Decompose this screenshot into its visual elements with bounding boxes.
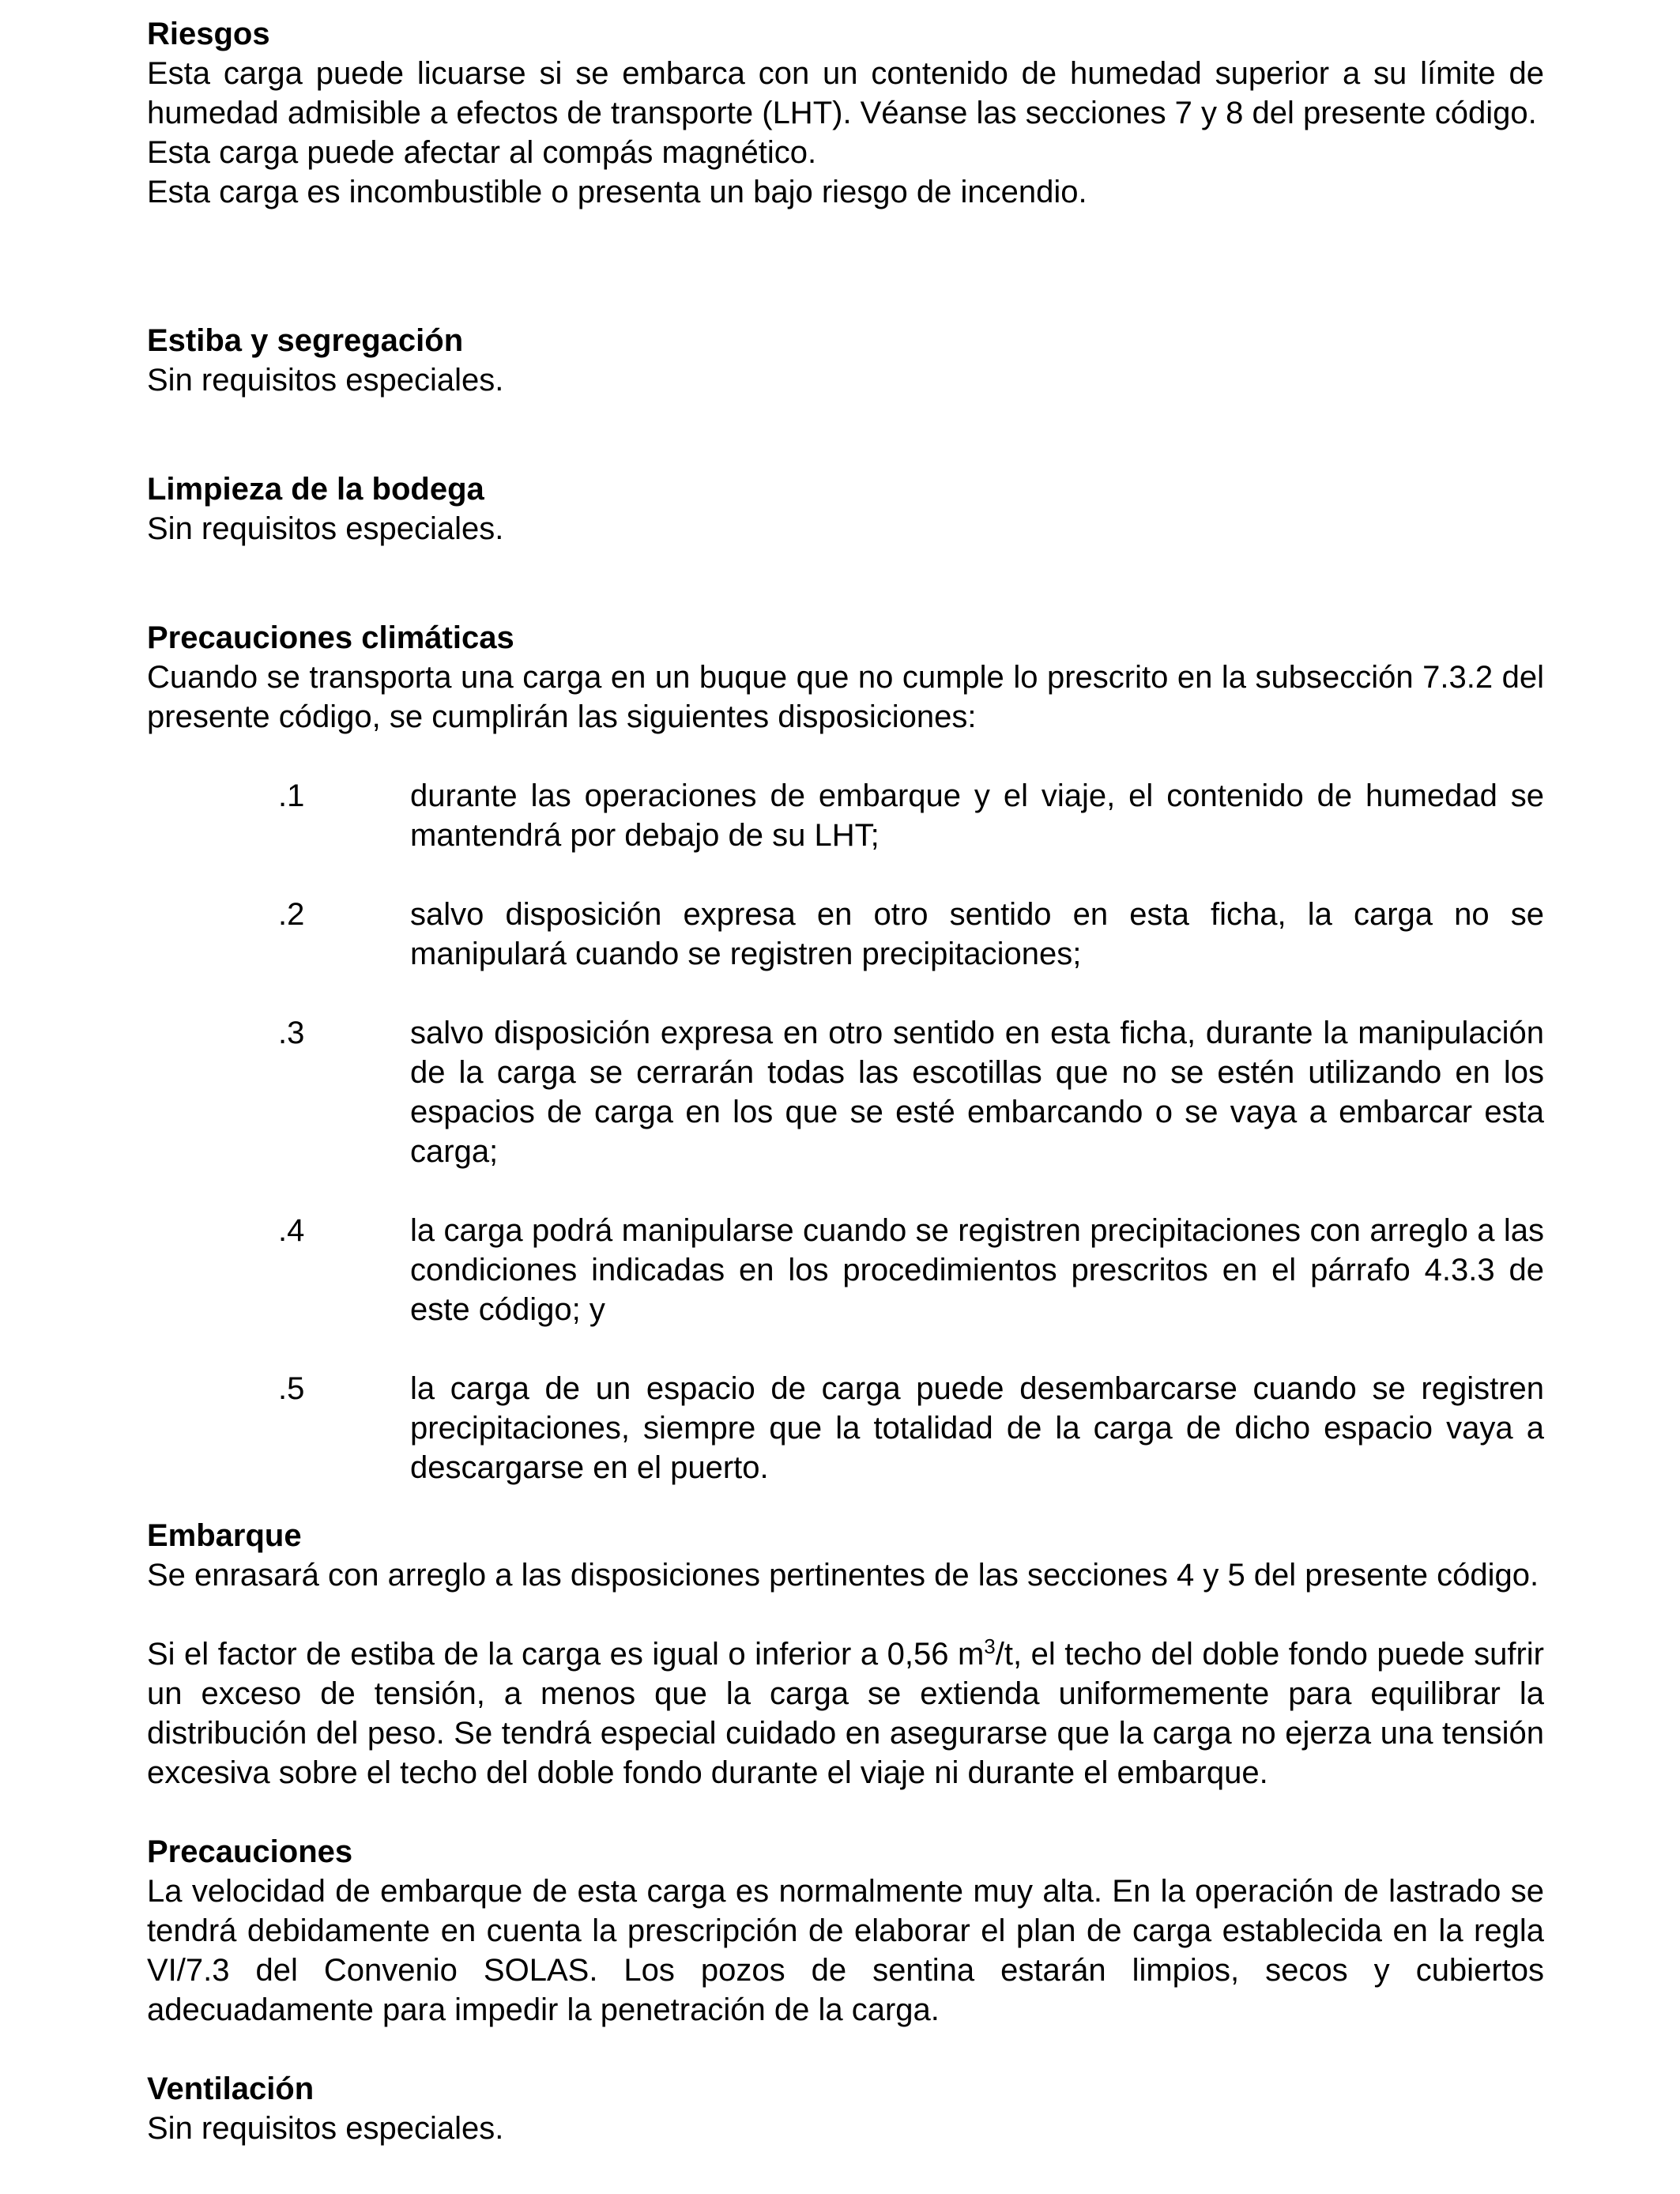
estiba-text: Sin requisitos especiales. — [147, 363, 504, 398]
section-heading: Ventilación — [147, 2071, 315, 2106]
list-item-number: .5 — [278, 1371, 305, 1406]
riesgos-paragraph-2: Esta carga puede afectar al compás magnético. — [147, 135, 817, 170]
precauciones-climaticas-intro: Cuando se transporta una carga en un buque que no cumple lo prescrito en la subsección 7.3.2 del presente código, se cumplirán las siguientes disposiciones: — [147, 660, 1544, 734]
embarque-paragraph-1: Se enrasará con arreglo a las disposiciones pertinentes de las secciones 4 y 5 del presente código. — [147, 1558, 1539, 1593]
disposiciones-list — [147, 776, 1544, 1487]
list-item — [147, 1211, 1544, 1329]
section-estiba — [147, 321, 1544, 400]
document-page — [147, 14, 1544, 2148]
list-item — [147, 1013, 1544, 1171]
list-item-number: .2 — [278, 897, 305, 932]
limpieza-text: Sin requisitos especiales. — [147, 511, 504, 546]
embarque-paragraph-2-start: Si el factor de estiba de la carga es igual o inferior a 0,56 m — [147, 1637, 985, 1672]
list-item-number: .3 — [278, 1016, 305, 1050]
list-item-text: durante las operaciones de embarque y el viaje, el contenido de humedad se mantendrá por debajo de su LHT; — [410, 778, 1544, 853]
section-limpieza — [147, 469, 1544, 548]
section-embarque — [147, 1516, 1544, 1793]
precauciones-text: La velocidad de embarque de esta carga es normalmente muy alta. En la operación de lastrado se tendrá debidamente en cuenta la prescripción de elaborar el plan de carga establecida en la regla VI/7.3 del Convenio SOLAS. Los pozos de sentina estarán limpios, secos y cubiertos adecuadamente para impedir la penetración de la carga. — [147, 1874, 1544, 2027]
list-item-text: salvo disposición expresa en otro sentido en esta ficha, durante la manipulación de la carga se cerrarán todas las escotillas que no se estén utilizando en los espacios de carga en los que se esté embarcando o se vaya a embarcar esta carga; — [410, 1016, 1544, 1169]
list-item-text: salvo disposición expresa en otro sentido en esta ficha, la carga no se manipulará cuando se registren precipitaciones; — [410, 897, 1544, 971]
riesgos-paragraph-1: Esta carga puede licuarse si se embarca con un contenido de humedad superior a su límite de humedad admisible a efectos de transporte (LHT). Véanse las secciones 7 y 8 del presente código. — [147, 56, 1544, 130]
list-item-text: la carga de un espacio de carga puede desembarcarse cuando se registren precipitaciones, siempre que la totalidad de la carga de dicho espacio vaya a descargarse en el puerto. — [410, 1371, 1544, 1485]
section-heading: Limpieza de la bodega — [147, 472, 484, 507]
ventilacion-text: Sin requisitos especiales. — [147, 2111, 504, 2146]
section-heading: Precauciones climáticas — [147, 620, 514, 655]
list-item-text: la carga podrá manipularse cuando se registren precipitaciones con arreglo a las condiciones indicadas en los procedimientos prescritos en el párrafo 4.3.3 de este código; y — [410, 1213, 1544, 1327]
list-item — [147, 895, 1544, 974]
list-item — [147, 776, 1544, 855]
section-heading: Embarque — [147, 1518, 302, 1553]
section-ventilacion — [147, 2069, 1544, 2148]
section-precauciones — [147, 1832, 1544, 2030]
section-precauciones-climaticas — [147, 618, 1544, 1487]
superscript-exponent: 3 — [984, 1634, 996, 1658]
embarque-paragraph-2 — [147, 1634, 1544, 1793]
list-item — [147, 1369, 1544, 1487]
section-riesgos — [147, 14, 1544, 212]
riesgos-paragraph-3: Esta carga es incombustible o presenta un bajo riesgo de incendio. — [147, 175, 1087, 209]
section-heading: Estiba y segregación — [147, 323, 464, 358]
list-item-number: .1 — [278, 778, 305, 813]
section-heading: Riesgos — [147, 17, 270, 51]
list-item-number: .4 — [278, 1213, 305, 1248]
section-heading: Precauciones — [147, 1834, 353, 1869]
embarque-paragraph-2-end: /t, el techo del doble fondo puede sufrir un exceso de tensión, a menos que la carga se extienda uniformemente para equilibrar la distribución del peso. Se tendrá especial cuidado en asegurarse que la carga no ejerza una tensión excesiva sobre el techo del doble fondo durante el viaje ni durante el embarque. — [147, 1637, 1544, 1790]
